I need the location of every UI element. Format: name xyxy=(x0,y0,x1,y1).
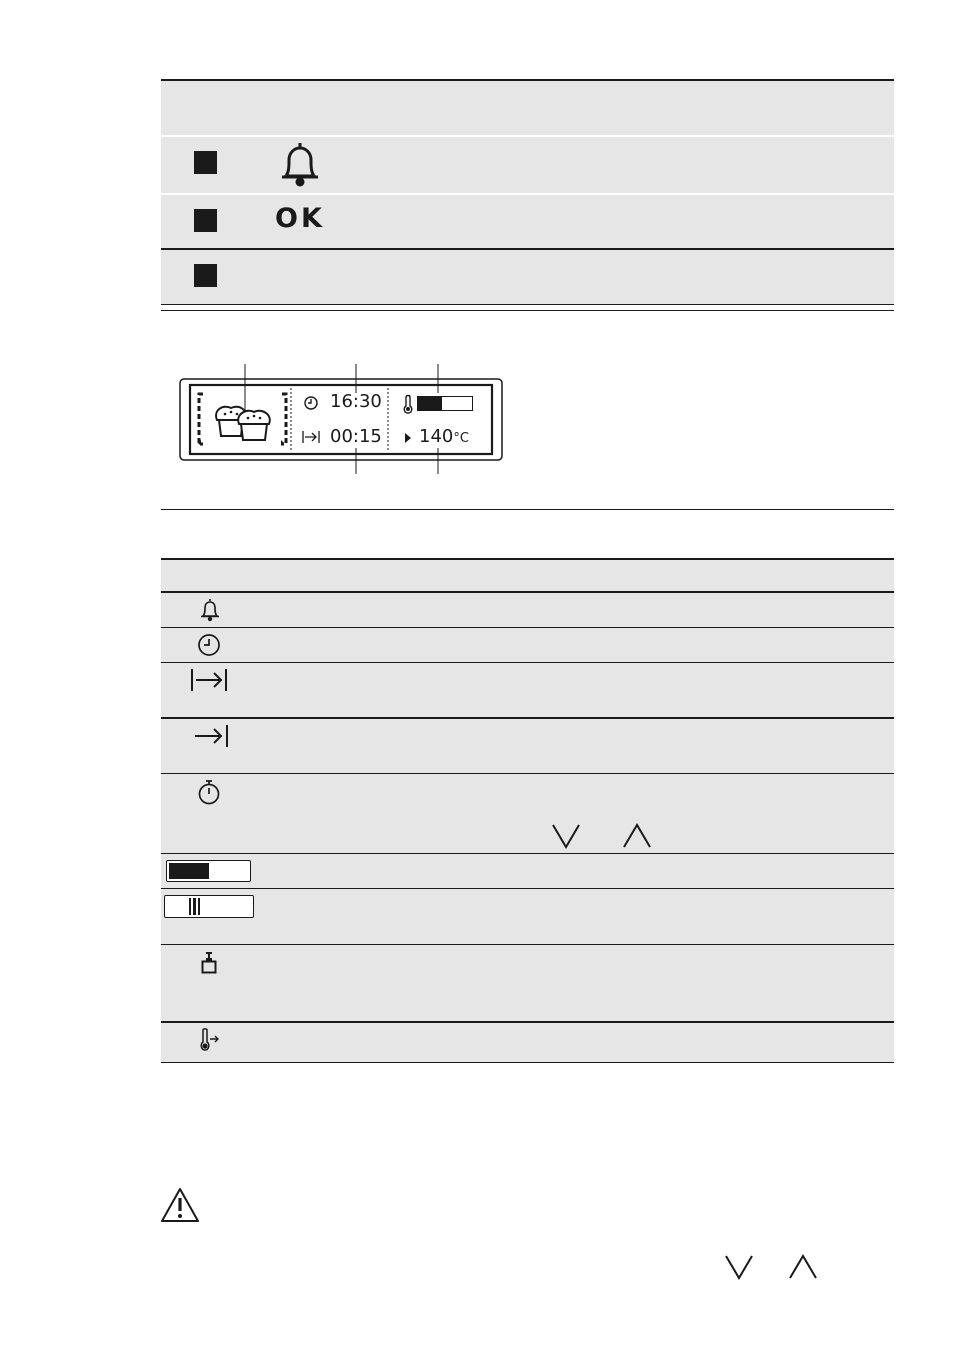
timer-icon xyxy=(197,779,221,805)
duration-readout: 00:15 xyxy=(330,426,382,447)
row-divider xyxy=(161,773,894,774)
end-time-icon xyxy=(193,724,229,748)
clock-icon xyxy=(303,395,319,411)
temperature-unit: °C xyxy=(453,431,469,446)
section-rule xyxy=(161,509,894,510)
duration-icon xyxy=(302,430,320,444)
weight-icon xyxy=(200,951,218,975)
time-of-day-readout: 16:30 xyxy=(330,391,382,412)
heat-bar-fill xyxy=(169,863,209,879)
temperature-value: 140 xyxy=(419,426,454,447)
chevron-up-icon xyxy=(621,822,653,850)
table-bottom-border-double xyxy=(161,310,894,311)
table-top-border xyxy=(161,79,894,81)
button-number-marker xyxy=(194,264,217,287)
table-top-border xyxy=(161,558,894,560)
bell-icon xyxy=(278,140,322,188)
chevron-down-icon xyxy=(550,822,582,850)
thermometer-icon xyxy=(401,394,415,414)
heat-level-bar xyxy=(417,396,473,411)
core-temperature-icon xyxy=(198,1028,222,1054)
row-divider xyxy=(161,944,894,945)
heat-level-fill xyxy=(418,397,442,410)
button-number-marker xyxy=(194,209,217,232)
temperature-readout xyxy=(419,425,469,451)
warning-triangle-icon xyxy=(160,1187,200,1223)
row-divider xyxy=(161,888,894,889)
row-divider xyxy=(161,135,894,137)
row-divider xyxy=(161,662,894,663)
table-bottom-border xyxy=(161,304,894,305)
play-arrow-icon xyxy=(403,432,413,444)
chevron-down-icon xyxy=(723,1253,755,1281)
indicators-table-background xyxy=(161,559,894,1062)
button-number-marker xyxy=(194,151,217,174)
row-divider xyxy=(161,717,894,719)
clock-icon xyxy=(197,633,221,657)
row-divider xyxy=(161,193,894,195)
row-divider xyxy=(161,853,894,854)
residual-heat-bar-icon xyxy=(164,895,254,918)
heat-bar-icon xyxy=(166,860,251,882)
oven-food-icon xyxy=(195,390,290,448)
chevron-up-icon xyxy=(787,1253,819,1281)
duration-icon xyxy=(190,668,228,692)
header-divider xyxy=(161,591,894,593)
row-divider xyxy=(161,1021,894,1023)
ok-button-label: OK xyxy=(275,203,325,234)
buttons-table-background xyxy=(161,80,894,304)
row-divider xyxy=(161,627,894,628)
row-divider xyxy=(161,248,894,250)
bell-icon xyxy=(199,598,221,622)
table-bottom-border xyxy=(161,1062,894,1063)
